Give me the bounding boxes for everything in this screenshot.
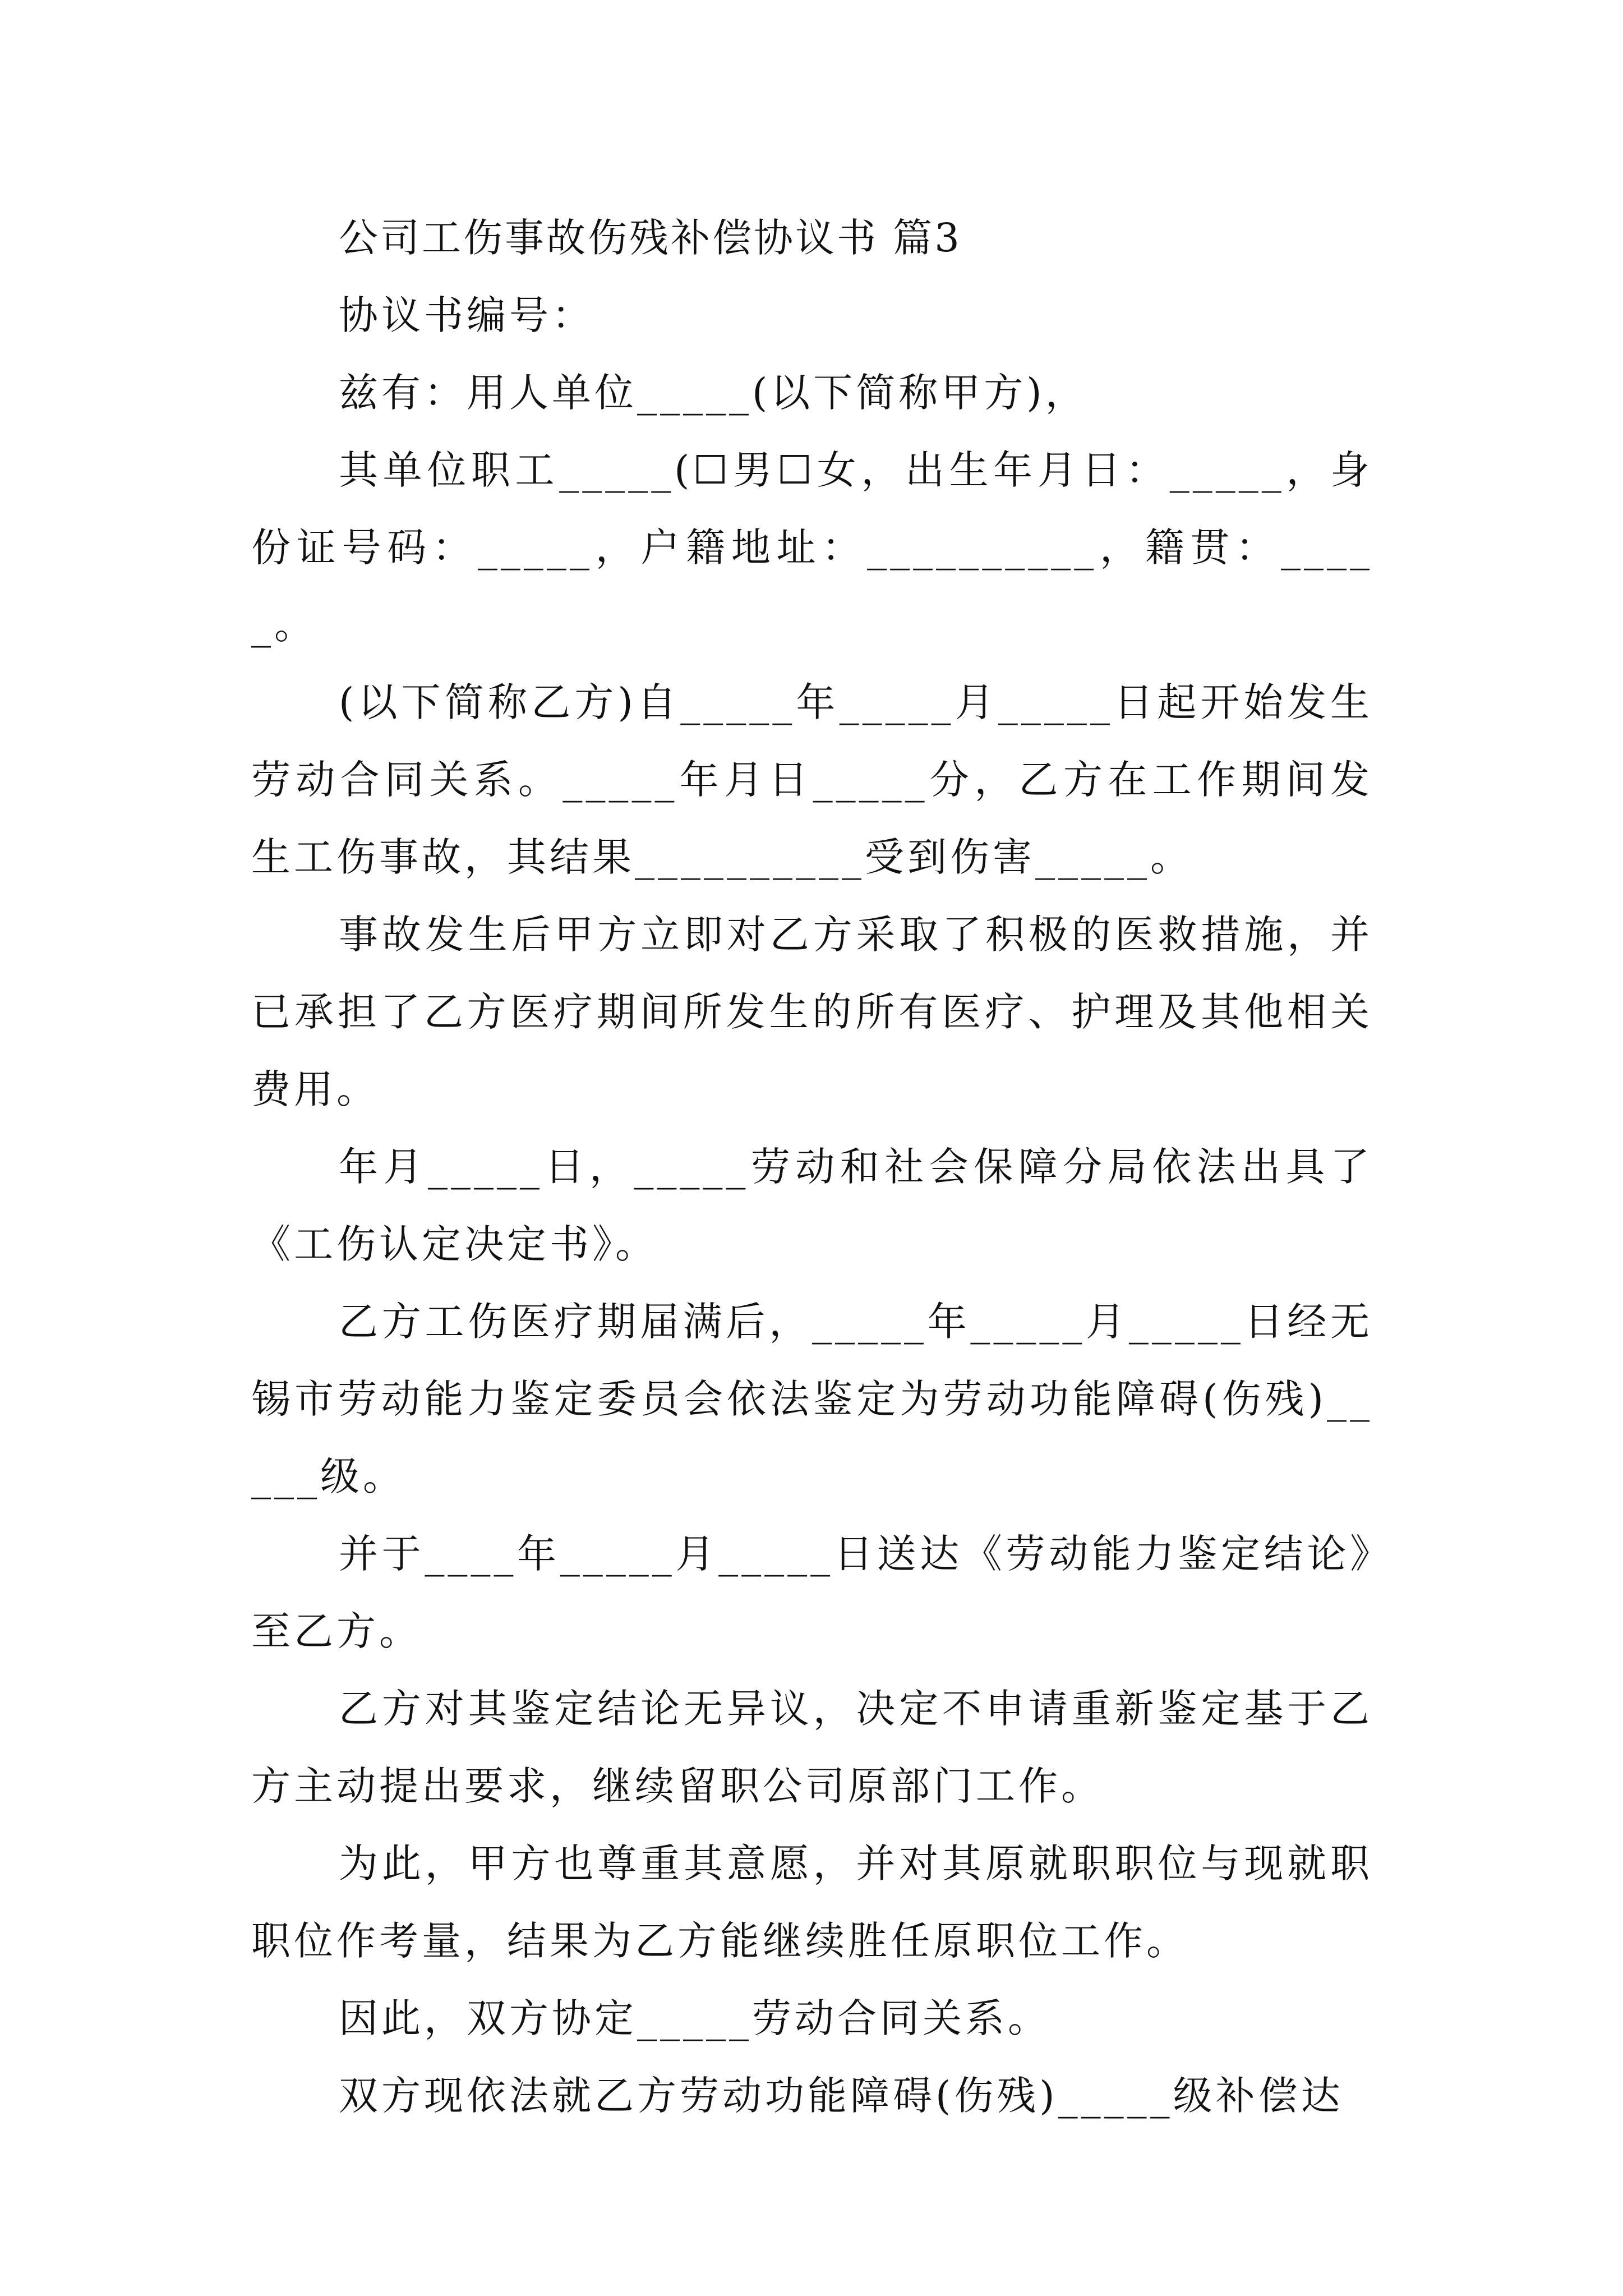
injury-certification-paragraph: 年月_____日，_____劳动和社会保障分局依法出具了《工伤认定决定书》。 <box>251 1144 1373 1267</box>
document-body <box>251 199 1373 2134</box>
medical-treatment-paragraph: 事故发生后甲方立即对乙方采取了积极的医救措施，并已承担了乙方医疗期间所发生的所有医疗、护理及其他相关费用。 <box>251 912 1373 1112</box>
contract-agreement-paragraph: 因此，双方协定_____劳动合同关系。 <box>339 1995 1050 2041</box>
agreement-number-line: 协议书编号： <box>339 292 594 338</box>
compensation-paragraph: 双方现依法就乙方劳动功能障碍(伤残)_____级补偿达 <box>339 2073 1344 2119</box>
labor-relation-paragraph: (以下简称乙方)自_____年_____月_____日起开始发生劳动合同关系。_____年月日_____分，乙方在工作期间发生工伤事故，其结果__________受到伤害_____。 <box>251 679 1373 880</box>
disability-assessment-paragraph: 乙方工伤医疗期届满后，_____年_____月_____日经无锡市劳动能力鉴定委员会依法鉴定为劳动功能障碍(伤残)_____级。 <box>251 1299 1373 1499</box>
no-objection-paragraph: 乙方对其鉴定结论无异议，决定不申请重新鉴定基于乙方主动提出要求，继续留职公司原部门工作。 <box>251 1686 1373 1809</box>
document-title: 公司工伤事故伤残补偿协议书 篇3 <box>339 215 962 261</box>
position-review-paragraph: 为此，甲方也尊重其意愿，并对其原就职职位与现就职职位作考量，结果为乙方能继续胜任原职位工作。 <box>251 1841 1373 1964</box>
conclusion-delivery-paragraph: 并于____年_____月_____日送达《劳动能力鉴定结论》至乙方。 <box>251 1531 1373 1654</box>
employer-paragraph: 兹有：用人单位_____(以下简称甲方)， <box>339 370 1088 416</box>
employee-info-paragraph: 其单位职工_____(☐男☐女，出生年月日：_____，身份证号码：_____，户籍地址：__________，籍贯：_____。 <box>251 447 1373 648</box>
